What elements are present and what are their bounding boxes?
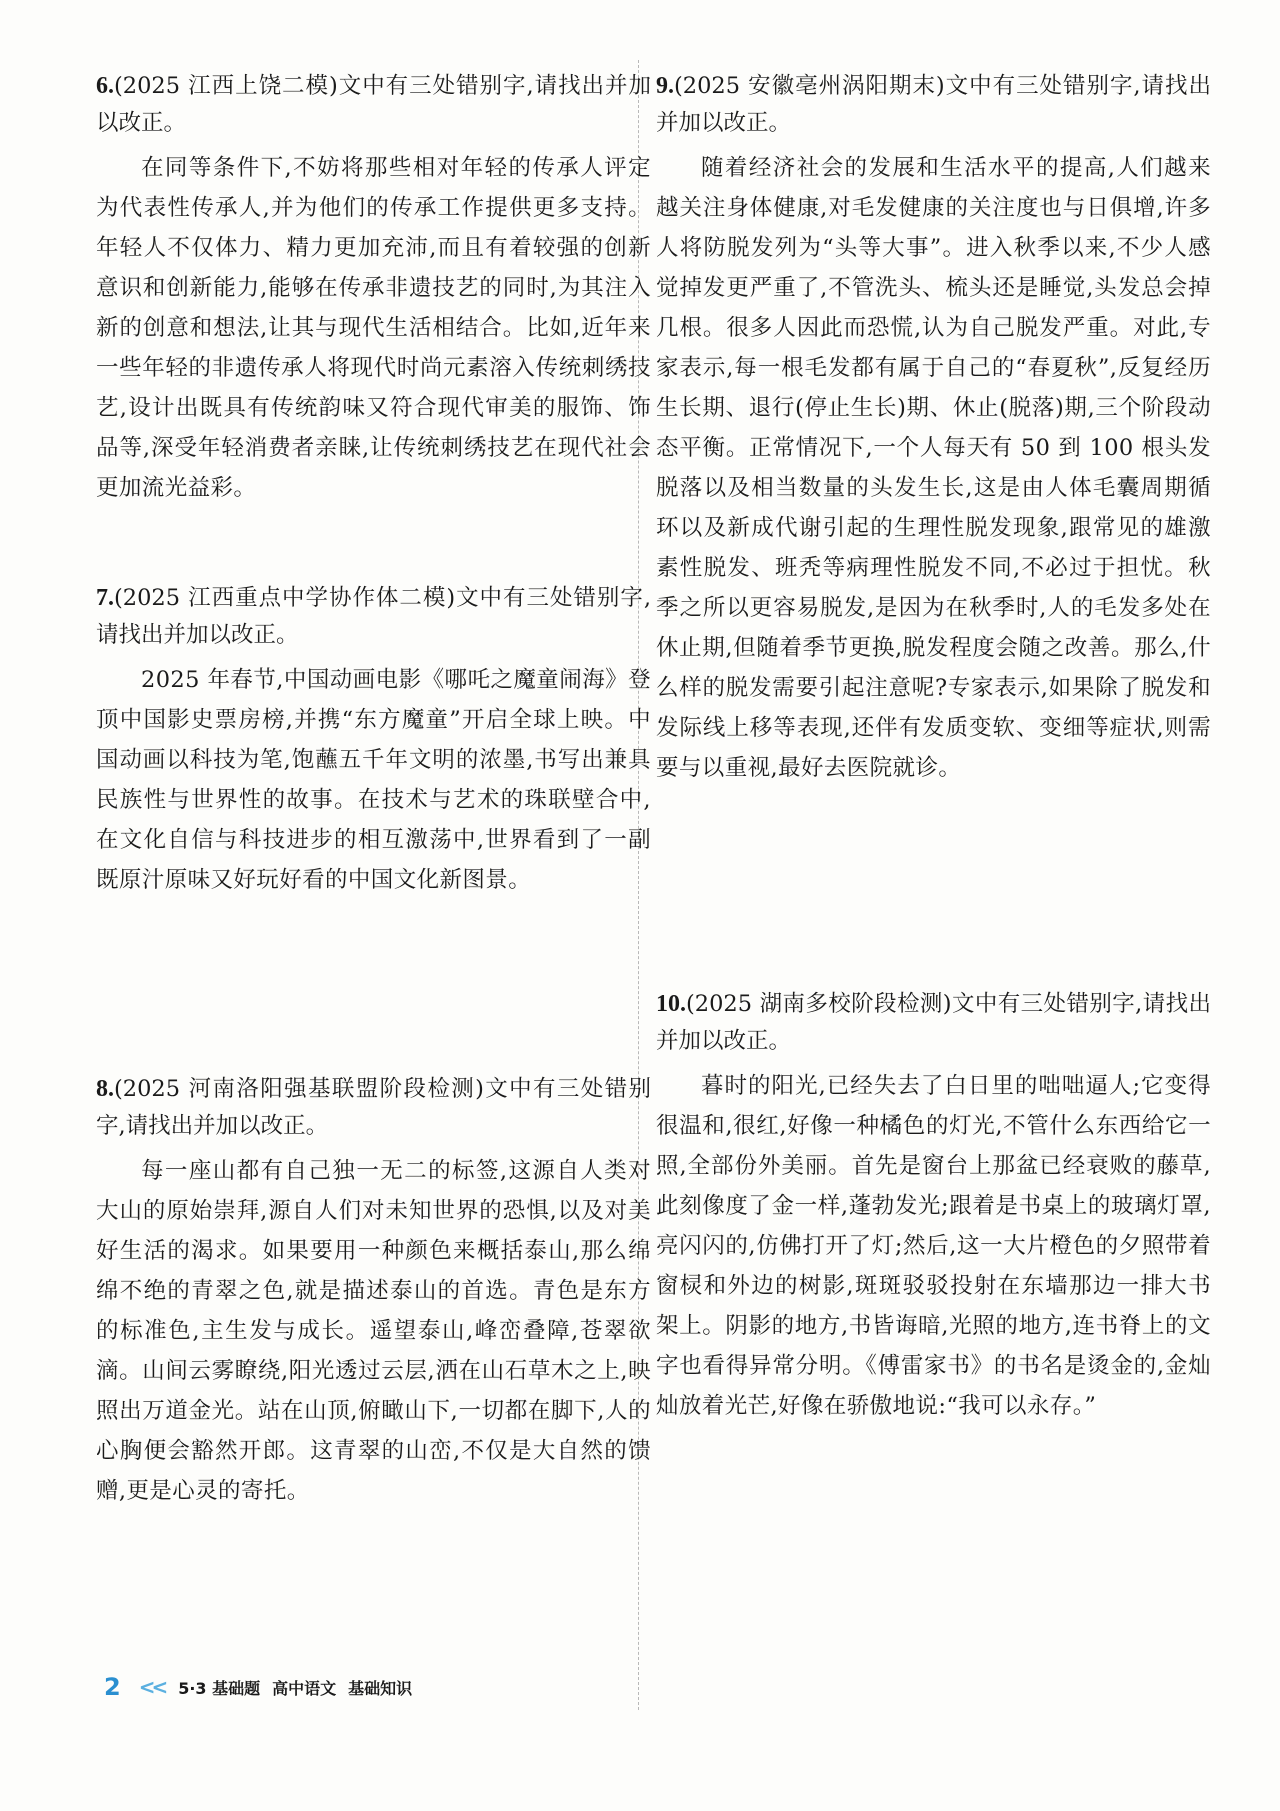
question-passage: 随着经济社会的发展和生活水平的提高,人们越来越关注身体健康,对毛发健康的关注度也与日俱增,许多人将防脱发列为“头等大事”。进入秋季以来,不少人感觉掉发更严重了,不管洗头、梳头还是睡觉,头发总会掉几根。很多人因此而恐慌,认为自己脱发严重。对此,专家表示,每一根毛发都有属于自己的“春夏秋”,反复经历生长期、退行(停止生长)期、休止(脱落)期,三个阶段动态平衡。正常情况下,一个人每天有 50 到 100 根头发脱落以及相当数量的头发生长,这是由人体毛囊周期循环以及新成代谢引起的生理性脱发现象,跟常见的雄激素性脱发、班秃等病理性脱发不同,不必过于担忧。秋季之所以更容易脱发,是因为在秋季时,人的毛发多处在休止期,但随着季节更换,脱发程度会随之改善。那么,什么样的脱发需要引起注意呢?专家表示,如果除了脱发和发际线上移等表现,还伴有发质变软、变细等症状,则需要与以重视,最好去医院就诊。 [656, 155, 1211, 781]
question-6 [96, 68, 651, 508]
page-number: 2 [104, 1673, 121, 1701]
question-number: 9. [656, 73, 674, 99]
book-section: 基础知识 [348, 1678, 413, 1698]
question-header [656, 68, 1211, 142]
book-subject: 高中语文 [272, 1678, 337, 1698]
question-passage: 暮时的阳光,已经失去了白日里的咄咄逼人;它变得很温和,很红,好像一种橘色的灯光,不管什么东西给它一照,全部份外美丽。首先是窗台上那盆已经衰败的藤草,此刻像度了金一样,蓬勃发光;跟着是书桌上的玻璃灯罩,亮闪闪的,仿佛打开了灯;然后,这一大片橙色的夕照带着窗棂和外边的树影,斑斑驳驳投射在东墙那边一排大书架上。阴影的地方,书皆诲暗,光照的地方,连书脊上的文字也看得异常分明。《傅雷家书》的书名是烫金的,金灿灿放着光芒,好像在骄傲地说:“我可以永存。” [656, 1073, 1211, 1419]
question-passage: 在同等条件下,不妨将那些相对年轻的传承人评定为代表性传承人,并为他们的传承工作提供更多支持。年轻人不仅体力、精力更加充沛,而且有着较强的创新意识和创新能力,能够在传承非遗技艺的同时,为其注入新的创意和想法,让其与现代生活相结合。比如,近年来一些年轻的非遗传承人将现代时尚元素溶入传统刺绣技艺,设计出既具有传统韵味又符合现代审美的服饰、饰品等,深受年轻消费者亲睐,让传统刺绣技艺在现代社会更加流光益彩。 [96, 155, 651, 501]
question-number: 7. [96, 585, 114, 611]
question-10 [656, 986, 1211, 1426]
question-9 [656, 68, 1211, 788]
question-8 [96, 1071, 651, 1511]
question-prompt: (2025 江西上饶二模)文中有三处错别字,请找出并加以改正。 [96, 73, 651, 136]
question-prompt: (2025 湖南多校阶段检测)文中有三处错别字,请找出并加以改正。 [656, 991, 1211, 1054]
double-chevron-left-icon: << [138, 1675, 165, 1699]
question-prompt: (2025 安徽亳州涡阳期末)文中有三处错别字,请找出并加以改正。 [656, 73, 1211, 136]
question-header [96, 68, 651, 142]
book-series: 5·3 基础题 [178, 1678, 261, 1698]
question-prompt: (2025 江西重点中学协作体二模)文中有三处错别字,请找出并加以改正。 [96, 585, 651, 648]
question-header [96, 1071, 651, 1145]
question-header [656, 986, 1211, 1060]
question-prompt: (2025 河南洛阳强基联盟阶段检测)文中有三处错别字,请找出并加以改正。 [96, 1076, 651, 1139]
question-passage: 每一座山都有自己独一无二的标签,这源自人类对大山的原始崇拜,源自人们对未知世界的恐惧,以及对美好生活的渴求。如果要用一种颜色来概括泰山,那么绵绵不绝的青翠之色,就是描述泰山的首选。青色是东方的标准色,主生发与成长。遥望泰山,峰峦叠障,苍翠欲滴。山间云雾瞭绕,阳光透过云层,洒在山石草木之上,映照出万道金光。站在山顶,俯瞰山下,一切都在脚下,人的心胸便会豁然开郎。这青翠的山峦,不仅是大自然的馈赠,更是心灵的寄托。 [96, 1158, 651, 1504]
question-number: 6. [96, 73, 114, 99]
question-header [96, 580, 651, 654]
question-number: 8. [96, 1076, 114, 1102]
question-number: 10. [656, 991, 686, 1017]
question-passage: 2025 年春节,中国动画电影《哪吒之魔童闹海》登顶中国影史票房榜,并携“东方魔童”开启全球上映。中国动画以科技为笔,饱蘸五千年文明的浓墨,书写出兼具民族性与世界性的故事。在技术与艺术的珠联壁合中,在文化自信与科技进步的相互激荡中,世界看到了一副既原汁原味又好玩好看的中国文化新图景。 [96, 667, 651, 893]
question-7 [96, 580, 651, 900]
page-footer [104, 1672, 412, 1702]
